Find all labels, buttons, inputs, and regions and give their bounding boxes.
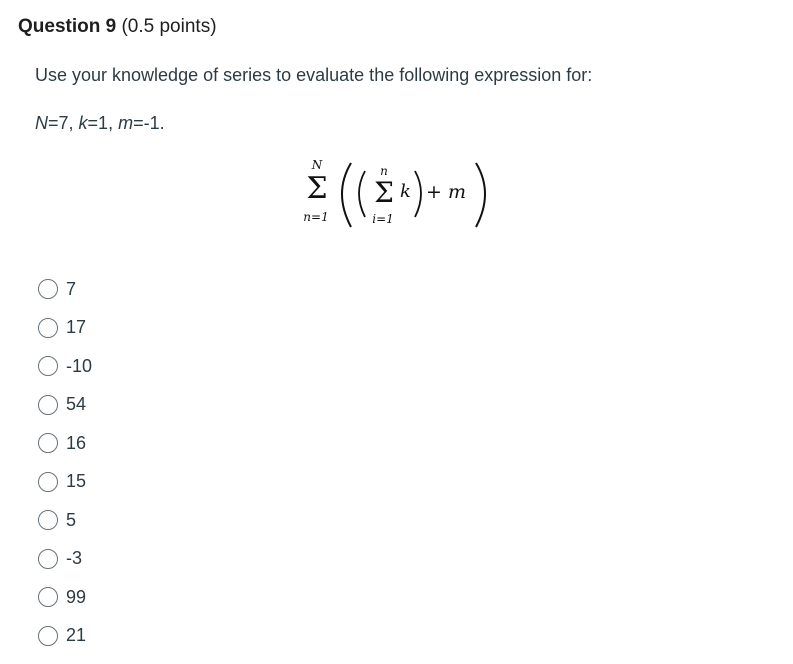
radio-button[interactable]: [38, 472, 58, 492]
option-label: -10: [66, 355, 93, 376]
radio-button[interactable]: [38, 356, 58, 376]
radio-button[interactable]: [38, 318, 58, 338]
question-points: (0.5 points): [121, 16, 217, 37]
answer-option[interactable]: [38, 309, 92, 348]
radio-button[interactable]: [38, 626, 58, 646]
answer-option[interactable]: [38, 501, 92, 540]
outer-sigma-symbol: Σ: [306, 171, 328, 206]
option-label: 5: [66, 509, 77, 530]
answer-option[interactable]: [38, 540, 92, 579]
param-m-value: =-1.: [133, 113, 165, 133]
radio-button[interactable]: [38, 510, 58, 530]
plus-term: + m: [426, 181, 466, 203]
answer-options: [38, 270, 92, 655]
option-label: 54: [66, 394, 87, 415]
inner-left-paren: [359, 171, 365, 217]
radio-button[interactable]: [38, 549, 58, 569]
answer-option[interactable]: [38, 347, 92, 386]
inner-sigma-symbol: Σ: [374, 176, 394, 209]
question-header: [18, 16, 217, 38]
option-label: 16: [66, 432, 87, 453]
answer-option[interactable]: [38, 463, 92, 502]
radio-button[interactable]: [38, 395, 58, 415]
answer-option[interactable]: [38, 578, 92, 617]
outer-sum-upper-limit: N: [311, 158, 323, 172]
inner-sum-lower-limit: i=1: [372, 212, 394, 226]
summand-term: k: [400, 181, 411, 202]
question-prompt: Use your knowledge of series to evaluate the following expression for:: [35, 65, 593, 85]
answer-option[interactable]: [38, 270, 92, 309]
inner-right-paren: [415, 171, 421, 217]
answer-option[interactable]: [38, 617, 92, 656]
param-n-name: N: [35, 113, 48, 133]
answer-option[interactable]: [38, 386, 92, 425]
radio-button[interactable]: [38, 433, 58, 453]
param-k-value: =1,: [87, 113, 114, 133]
radio-button[interactable]: [38, 279, 58, 299]
option-label: -3: [66, 548, 83, 569]
outer-left-paren: [342, 163, 351, 227]
question-title: Question 9: [18, 16, 117, 37]
option-label: 15: [66, 471, 87, 492]
series-formula: [288, 155, 508, 235]
param-k-name: k: [78, 113, 88, 133]
answer-option[interactable]: [38, 424, 92, 463]
option-label: 21: [66, 625, 87, 646]
option-label: 17: [66, 317, 87, 338]
outer-sum-lower-limit: n=1: [303, 210, 329, 224]
parameter-values: [35, 113, 165, 134]
option-label: 7: [66, 278, 77, 299]
radio-button[interactable]: [38, 587, 58, 607]
inner-sum-upper-limit: n: [380, 164, 388, 178]
outer-right-paren: [476, 163, 485, 227]
option-label: 99: [66, 586, 87, 607]
param-m-name: m: [118, 113, 134, 133]
param-n-value: =7,: [48, 113, 74, 133]
